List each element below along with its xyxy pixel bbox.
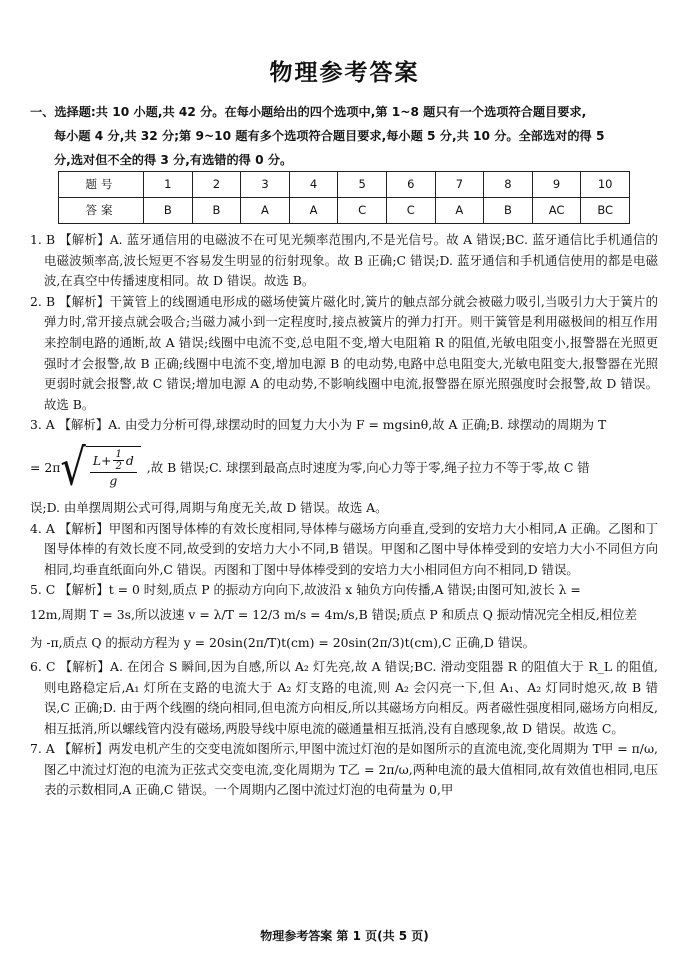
explanation-q3-line-3: 误;D. 由单摆周期公式可得,周期与角度无关,故 D 错误。故选 A。: [30, 499, 388, 515]
explanation-q2-text: 2. B 【解析】干簧管上的线圈通电形成的磁场使簧片磁化时,簧片的触点部分就会被磁力吸引,当吸引力大于簧片的弹力时,常开接点就会吸合;当磁力减小到一定程度时,接点被簧片的弹力打开。则干簧管是利用磁极间的相互作用来控制电路的通断,故 A 错误;线圈中电流不变,总电阻不变,增大电阻箱 R 的阻值,光敏电阻变小,报警器在光照更强时才会报警,故 B 正确;线圈中电流不变,增加电源 B 的电动势,电路中总电阻变大,光敏电阻变大,报警器在光照更弱时就会报警,故 C 错误;增加电源 A 的电动势,不影响线圈中电流,报警器在原光照强度时会报警,故 D 错误。故选 B。: [30, 293, 658, 412]
section-heading: [30, 100, 670, 172]
explanation-q4: [30, 519, 658, 581]
answer-cell: B: [192, 198, 241, 224]
answer-table-number-row: [59, 172, 630, 198]
explanation-q3-line-1: 3. A 【解析】A. 由受力分析可得,球摆动时的回复力大小为 F = mgsinθ,故 A 正确;B. 球摆动的周期为 T: [30, 417, 607, 433]
sqrt-radicand: [86, 446, 141, 489]
question-number-cell: 8: [484, 172, 533, 198]
explanation-q6: [30, 657, 658, 739]
answer-cell: B: [484, 198, 533, 224]
explanation-q3-line-2: ,故 B 错误;C. 球摆到最高点时速度为零,向心力等于零,绳子拉力不等于零,故 C 错: [146, 459, 590, 475]
question-number-cell: 9: [532, 172, 581, 198]
explanation-q6-text: 6. C 【解析】A. 在闭合 S 瞬间,因为自感,所以 A₂ 灯先亮,故 A 错误;BC. 滑动变阻器 R 的阻值大于 R_L 的阻值,则电路稳定后,A₁ 灯所在支路的电流大于 A₂ 灯支路的电流,则 A₂ 会闪亮一下,但 A₁、A₂ 灯同时熄灭,故 B 错误,C 正确;D. 由于两个线圈的绕向相同,但电流方向相反,所以其磁场方向相反。两者磁性强度相同,磁场方向相反,相互抵消,所以螺线管内没有磁场,两股导线中原电流的磁通量相互抵消,没有自感现象,故 D 错误。故选 C。: [30, 658, 658, 736]
explanation-q5: [30, 580, 658, 657]
question-number-cell: 1: [144, 172, 193, 198]
explanation-q1: [30, 230, 658, 292]
question-number-cell: 2: [192, 172, 241, 198]
half-fraction-top: 1: [115, 449, 122, 461]
explanation-q7: [30, 739, 658, 801]
half-fraction: [113, 449, 123, 472]
answer-cell: BC: [581, 198, 630, 224]
question-number-cell: 6: [386, 172, 435, 198]
question-number-cell: 4: [289, 172, 338, 198]
answer-cell: C: [386, 198, 435, 224]
explanation-q5-line-1: 5. C 【解析】t = 0 时刻,质点 P 的振动方向向下,故波沿 x 轴负方向传播,A 错误;由图可知,波长 λ =: [30, 582, 581, 598]
formula-numerator-l: L+: [92, 452, 112, 468]
formula-numerator-d: d: [125, 452, 134, 468]
explanation-q4-text: 4. A 【解析】甲图和丙图导体棒的有效长度相同,导体棒与磁场方向垂直,受到的安培力大小相同,A 正确。乙图和丁图导体棒的有效长度不同,故受到的安培力大小不同,B 错误。甲图和乙图中导体棒受到的安培力大小不同但方向相同,均垂直纸面向外,C 错误。丙图和丁图中导体棒受到的安培力大小相同但方向不相同,D 错误。: [30, 520, 658, 577]
answer-cell: A: [289, 198, 338, 224]
answer-cell: B: [144, 198, 193, 224]
half-fraction-bottom: 2: [115, 461, 122, 473]
explanation-q1-text: 1. B 【解析】A. 蓝牙通信用的电磁波不在可见光频率范围内,不是光信号。故 A 错误;BC. 蓝牙通信比手机通信的电磁波频率高,波长短更不容易发生明显的衍射现象。故 B 正确;C 错误;D. 蓝牙通信和手机通信使用的都是电磁波,在真空中传播速度相同。故 D 错误。故选 B。: [30, 232, 658, 289]
answer-cell: AC: [532, 198, 581, 224]
answer-table-number-header: 题号: [59, 172, 144, 198]
answer-cell: C: [338, 198, 387, 224]
formula-denominator: g: [109, 473, 118, 489]
page-title: 物理参考答案: [269, 60, 420, 86]
explanation-q3: [30, 415, 658, 518]
explanation-q2: [30, 292, 658, 416]
answer-cell: A: [435, 198, 484, 224]
pendulum-period-formula: [30, 438, 658, 498]
formula-numerator: [90, 449, 137, 473]
question-number-cell: 7: [435, 172, 484, 198]
sqrt-sign-icon: √: [60, 439, 86, 497]
section-heading-line-3: 分,选对但不全的得 3 分,有选错的得 0 分。: [54, 153, 293, 167]
question-number-cell: 3: [241, 172, 290, 198]
page-footer: 物理参考答案 第 1 页(共 5 页): [260, 929, 429, 943]
section-heading-line-2: 每小题 4 分,共 32 分;第 9~10 题有多个选项符合题目要求,每小题 5 分,共 10 分。全部选对的得 5: [54, 129, 605, 143]
explanation-q7-text: 7. A 【解析】两发电机产生的交变电流如图所示,甲图中流过灯泡的是如图所示的直流电流,变化周期为 T甲 = π/ω,图乙中流过灯泡的电流为正弦式交变电流,变化周期为 T乙 = 2π/ω,两种电流的最大值相同,故有效值也相同,电压表的示数相同,A 正确,C 错误。一个周期内乙图中流过灯泡的电荷量为 0,甲: [30, 741, 658, 798]
explanation-q5-line-3: 为 -π,质点 Q 的振动方程为 y = 20sin(2π/T)t(cm) = 20sin(2π/3)t(cm),C 正确,D 错误。: [30, 634, 536, 650]
answer-table-answer-header: 答案: [59, 198, 144, 224]
answer-cell: A: [241, 198, 290, 224]
question-number-cell: 10: [581, 172, 630, 198]
formula-prefix: = 2π: [30, 459, 61, 475]
question-number-cell: 5: [338, 172, 387, 198]
sqrt-expression: [60, 439, 140, 497]
answer-table-answer-row: [59, 198, 630, 224]
explanations: [30, 230, 658, 801]
answer-table: [58, 171, 630, 224]
section-heading-line-1: 一、选择题:共 10 小题,共 42 分。在每小题给出的四个选项中,第 1~8 题只有一个选项符合题目要求,: [30, 105, 587, 119]
explanation-q5-line-2: 12m,周期 T = 3s,所以波速 v = λ/T = 12/3 m/s = 4m/s,B 错误;质点 P 和质点 Q 振动情况完全相反,相位差: [30, 606, 638, 622]
